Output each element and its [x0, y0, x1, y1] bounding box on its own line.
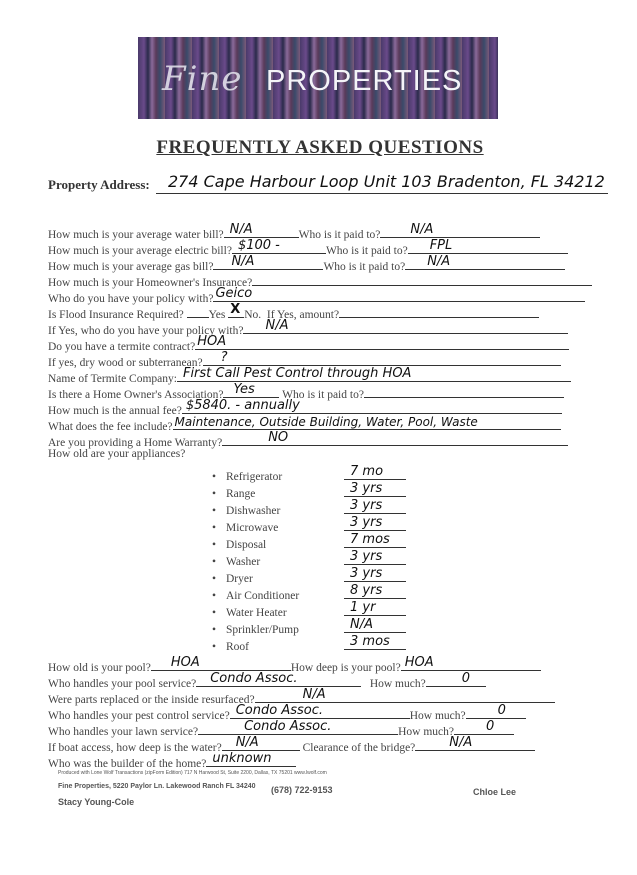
- footer-phone: (678) 722-9153: [271, 785, 333, 795]
- logo-properties-text: PROPERTIES: [266, 65, 463, 97]
- gas-bill-label: How much is your average gas bill?: [48, 261, 214, 273]
- flood-label: Is Flood Insurance Required?: [48, 309, 184, 321]
- footer-produced: Produced with Lone Wolf Transactions (zipForm Edition) 717 N Harwood St, Suite 2200, Dallas, TX 75201 www.lwolf.com: [58, 770, 327, 776]
- bullet-icon: •: [212, 539, 217, 551]
- flood-amount-field: [339, 304, 539, 318]
- termite-contract-field: [195, 336, 569, 350]
- pest-much-field: [466, 705, 526, 719]
- appliance-washer: • Washer 3 yrs: [212, 551, 406, 568]
- hoa-value: Yes: [233, 382, 255, 397]
- parts-replaced-value: N/A: [302, 687, 326, 702]
- homeowners-insurance-field: [252, 272, 592, 286]
- row-policy: [48, 288, 585, 305]
- bullet-icon: •: [212, 488, 217, 500]
- lawn-much-field: [454, 721, 514, 735]
- lawn-service-field: [198, 721, 398, 735]
- builder-field: [206, 753, 296, 767]
- dry-wood-label: If yes, dry wood or subterranean?: [48, 357, 203, 369]
- lawn-service-value: Condo Assoc.: [244, 719, 332, 734]
- pest-much-label: How much?: [409, 710, 466, 722]
- water-paid-value: N/A: [410, 222, 434, 237]
- pool-depth-field: [401, 657, 541, 671]
- gas-paid-label: Who is it paid to?: [323, 261, 406, 273]
- termite-company-value: First Call Pest Control through HOA: [182, 366, 412, 381]
- annual-fee-value: $5840. - annually: [185, 398, 300, 413]
- row-appliances-heading: [48, 448, 185, 460]
- logo-fine-text: Fine: [162, 59, 243, 99]
- bullet-icon: •: [212, 607, 217, 619]
- pest-much-value: 0: [497, 703, 506, 718]
- electric-paid-label: Who is it paid to?: [325, 245, 408, 257]
- pool-depth-label: How deep is your pool?: [290, 662, 401, 674]
- flood-yes-blank: [187, 304, 209, 318]
- annual-fee-label: How much is the annual fee?: [48, 405, 182, 417]
- row-lawn-service: [48, 721, 514, 738]
- termite-contract-label: Do you have a termite contract?: [48, 341, 196, 353]
- boat-access-label: If boat access, how deep is the water?: [48, 742, 222, 754]
- fine-properties-logo: [138, 37, 498, 119]
- fee-include-value: Maintenance, Outside Building, Water, Pool, Waste: [174, 415, 478, 429]
- row-home-warranty: [48, 432, 568, 449]
- hoa-paid-field: [364, 384, 564, 398]
- row-boat-access: [48, 737, 535, 754]
- bullet-icon: •: [212, 522, 217, 534]
- row-flood-insurance: [48, 304, 539, 321]
- termite-company-field: [177, 368, 571, 382]
- dry-wood-field: [203, 352, 561, 366]
- bridge-clearance-field: [415, 737, 535, 751]
- row-termite-contract: [48, 336, 569, 353]
- row-flood-policy: [48, 320, 568, 337]
- builder-label: Who was the builder of the home?: [48, 758, 207, 770]
- electric-bill-value: $100 -: [237, 238, 280, 253]
- water-paid-label: Who is it paid to?: [298, 229, 381, 241]
- appliance-refrigerator: • Refrigerator 7 mo: [212, 466, 406, 483]
- lawn-much-label: How much?: [398, 726, 454, 738]
- policy-label: Who do you have your policy with?: [48, 293, 214, 305]
- property-address-line: [156, 193, 608, 194]
- pest-control-value: Condo Assoc.: [235, 703, 323, 718]
- bridge-clearance-value: N/A: [449, 735, 473, 750]
- row-gas-bill: [48, 256, 565, 273]
- pool-age-label: How old is your pool?: [48, 662, 151, 674]
- appliance-dryer: • Dryer 3 yrs: [212, 568, 406, 585]
- electric-paid-field: [408, 240, 568, 254]
- lawn-service-label: Who handles your lawn service?: [48, 726, 199, 738]
- appliance-microwave: • Microwave 3 yrs: [212, 517, 406, 534]
- page-title: FREQUENTLY ASKED QUESTIONS: [156, 137, 484, 158]
- dry-wood-value: ?: [220, 350, 228, 365]
- electric-paid-value: FPL: [429, 238, 453, 253]
- bullet-icon: •: [212, 641, 217, 653]
- homeowners-insurance-label: How much is your Homeowner's Insurance?: [48, 277, 253, 289]
- parts-replaced-field: [255, 689, 555, 703]
- home-warranty-field: [222, 432, 568, 446]
- row-builder: [48, 753, 296, 770]
- flood-amount-label: If Yes, amount?: [266, 309, 340, 321]
- flood-policy-field: [243, 320, 568, 334]
- fee-include-label: What does the fee include?: [48, 421, 173, 433]
- bullet-icon: •: [212, 471, 217, 483]
- row-electric-bill: [48, 240, 568, 257]
- boat-access-field: [222, 737, 300, 751]
- appliance-air-conditioner: • Air Conditioner 8 yrs: [212, 585, 406, 602]
- pool-service-much-value: 0: [461, 671, 470, 686]
- row-homeowners-insurance: [48, 272, 592, 289]
- appliance-range: • Range 3 yrs: [212, 483, 406, 500]
- gas-paid-field: [405, 256, 565, 270]
- parts-replaced-label: Were parts replaced or the inside resurfaced?: [48, 694, 255, 706]
- bullet-icon: •: [212, 556, 217, 568]
- electric-bill-field: [232, 240, 326, 254]
- termite-company-label: Name of Termite Company:: [48, 373, 177, 385]
- water-bill-value: N/A: [229, 222, 253, 237]
- boat-access-value: N/A: [235, 735, 259, 750]
- gas-bill-value: N/A: [231, 254, 255, 269]
- pool-service-value: Condo Assoc.: [210, 671, 298, 686]
- builder-value: unknown: [212, 751, 272, 766]
- pool-age-field: [151, 657, 291, 671]
- bullet-icon: •: [212, 573, 217, 585]
- flood-no-label: No.: [244, 309, 262, 321]
- pool-depth-value: HOA: [404, 655, 434, 670]
- pool-service-much-label: How much?: [369, 678, 426, 690]
- flood-no-mark: X: [230, 302, 241, 317]
- pest-control-label: Who handles your pest control service?: [48, 710, 230, 722]
- hoa-paid-label: Who is it paid to?: [282, 389, 364, 401]
- electric-bill-label: How much is your average electric bill?: [48, 245, 232, 257]
- property-address-label: Property Address:: [48, 177, 150, 192]
- footer-agent-stacy: Stacy Young-Cole: [58, 797, 135, 807]
- hoa-label: Is there a Home Owner's Association?: [48, 389, 224, 401]
- pool-service-field: [196, 673, 361, 687]
- gas-bill-field: [213, 256, 323, 270]
- pest-control-field: [230, 705, 410, 719]
- pool-service-label: Who handles your pool service?: [48, 678, 197, 690]
- row-water-bill: [48, 224, 540, 241]
- footer-company: Fine Properties, 5220 Paylor Ln. Lakewood Ranch FL 34240: [58, 783, 256, 790]
- appliance-roof: • Roof 3 mos: [212, 636, 406, 653]
- annual-fee-field: [182, 400, 562, 414]
- bullet-icon: •: [212, 505, 217, 517]
- row-pool-service: [48, 673, 486, 690]
- water-bill-field: [224, 224, 299, 238]
- lawn-much-value: 0: [485, 719, 495, 734]
- appliance-sprinkler-pump: • Sprinkler/Pump N/A: [212, 619, 406, 636]
- pool-age-value: HOA: [170, 655, 200, 670]
- row-hoa: [48, 384, 564, 401]
- flood-policy-label: If Yes, who do you have your policy with?: [48, 325, 244, 337]
- appliance-dishwasher: • Dishwasher 3 yrs: [212, 500, 406, 517]
- flood-policy-value: N/A: [265, 318, 289, 333]
- home-warranty-label: Are you providing a Home Warranty?: [48, 437, 223, 449]
- footer-agent-chloe: Chloe Lee: [473, 787, 517, 797]
- water-paid-field: [380, 224, 540, 238]
- pool-service-much-field: [426, 673, 486, 687]
- property-address-value: 274 Cape Harbour Loop Unit 103 Bradenton, FL 34212: [168, 172, 605, 191]
- home-warranty-value: NO: [268, 430, 289, 445]
- policy-field: [213, 288, 585, 302]
- water-bill-label: How much is your average water bill?: [48, 229, 224, 241]
- policy-value: Geico: [215, 286, 253, 301]
- termite-contract-value: HOA: [197, 334, 227, 349]
- appliances-heading: How old are your appliances?: [48, 448, 186, 460]
- fee-include-field: [173, 416, 561, 430]
- appliance-disposal: • Disposal 7 mos: [212, 534, 406, 551]
- bridge-clearance-label: Clearance of the bridge?: [302, 742, 416, 754]
- row-termite-company: [48, 368, 571, 385]
- bullet-icon: •: [212, 624, 217, 636]
- bullet-icon: •: [212, 590, 217, 602]
- flood-no-blank: [228, 304, 244, 318]
- row-fee-include: [48, 416, 561, 433]
- appliance-water-heater: • Water Heater 1 yr: [212, 602, 406, 619]
- hoa-field: [223, 384, 279, 398]
- flood-yes-label: Yes: [208, 309, 226, 321]
- gas-paid-value: N/A: [427, 254, 451, 269]
